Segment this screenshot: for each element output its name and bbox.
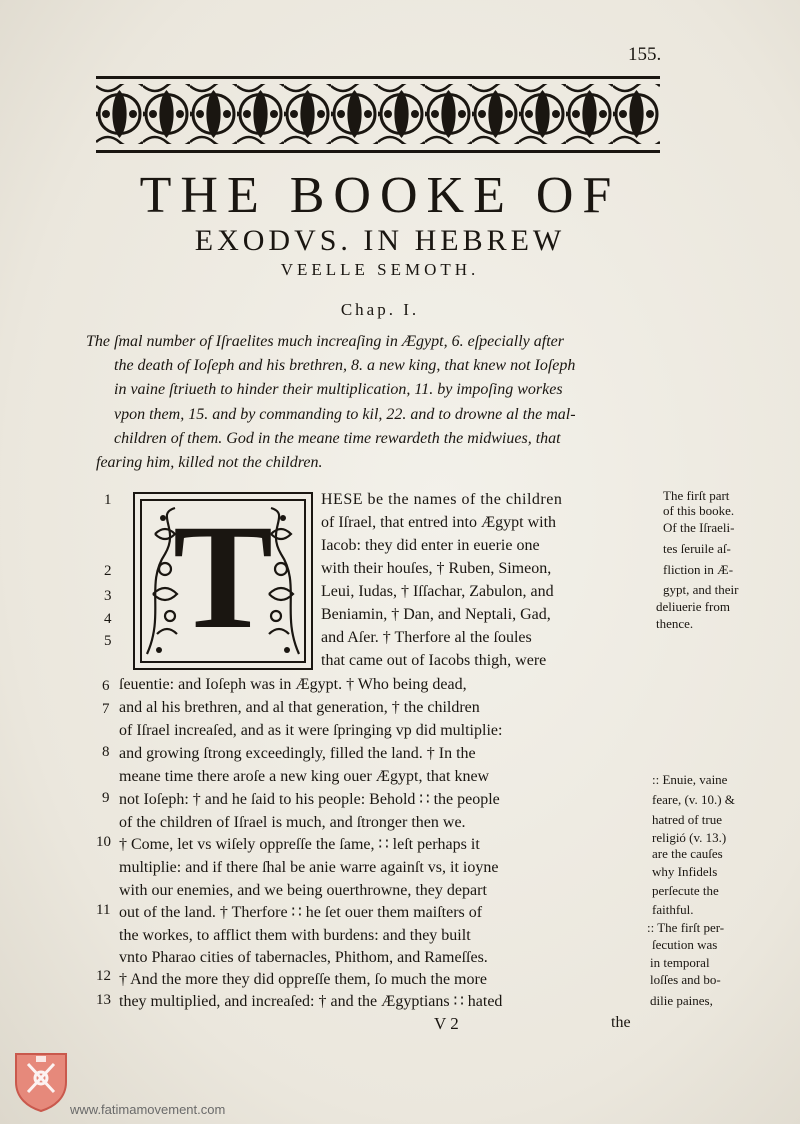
signature-mark: V 2	[434, 1014, 459, 1033]
verse-number: 8	[102, 744, 110, 760]
body-line: Iacob: they did enter in euerie one	[321, 537, 540, 554]
margin-note-line: feare, (v. 10.) &	[652, 792, 735, 807]
body-line: vnto Pharao cities of tabernacles, Phithom, and Rameſſes.	[119, 949, 488, 966]
argument-line: the death of Ioſeph and his brethren, 8. a new king, that knew not Ioſeph	[114, 357, 576, 375]
headpiece-bottom-rule	[96, 150, 660, 153]
body-line: and growing ſtrong exceedingly, filled the land. † In the	[119, 745, 476, 762]
argument-line: vpon them, 15. and by commanding to kil, 22. and to drowne al the mal-	[114, 405, 576, 423]
drop-cap-letter: T	[172, 494, 274, 660]
margin-note-line: deliuerie from	[656, 599, 730, 614]
body-line: out of the land. † Therfore ∷ he ſet ouer them maiſters of	[119, 904, 483, 921]
body-line: multiplie: and if there ſhal be anie warre againſt vs, it ioyne	[119, 859, 499, 876]
margin-note-line: in temporal	[650, 955, 710, 970]
chapter-argument	[86, 330, 658, 475]
verse-number: 6	[102, 678, 110, 694]
body-line: Beniamin, † Dan, and Neptali, Gad,	[321, 606, 551, 623]
verse-number: 10	[96, 834, 111, 850]
body-line: of Iſrael, that entred into Ægypt with	[321, 514, 557, 531]
title-line-3: VEELLE SEMOTH.	[280, 260, 480, 279]
margin-note-line: perſecute the	[652, 883, 719, 898]
margin-note-line: faithful.	[652, 902, 694, 917]
body-line: and al his brethren, and al that generation, † the children	[119, 699, 480, 716]
footer-url[interactable]: www.fatimamovement.com	[70, 1102, 226, 1117]
margin-note-line: ſecution was	[652, 937, 718, 952]
verse-number: 5	[104, 633, 112, 649]
body-line: of the children of Iſrael is much, and ſtronger then we.	[119, 814, 466, 831]
margin-note-line: are the cauſes	[652, 846, 723, 861]
margin-note-line: dilie paines,	[650, 993, 713, 1008]
verse-number: 2	[104, 563, 112, 579]
fatima-shield-logo	[14, 1052, 68, 1112]
body-line: and Aſer. † Therfore al the ſoules	[321, 629, 532, 646]
margin-note-line: of this booke.	[663, 503, 735, 518]
body-line: not Ioſeph: † and he ſaid to his people: Behold ∷ the people	[119, 791, 500, 808]
margin-note-line: hatred of true	[652, 812, 723, 827]
verse-number: 1	[104, 492, 112, 508]
body-line: † And the more they did oppreſſe them, ſo much the more	[119, 971, 487, 988]
margin-note-line: religió (v. 13.)	[652, 830, 727, 845]
verse-number: 9	[102, 790, 110, 806]
body-line: Leui, Iudas, † Iſſachar, Zabulon, and	[321, 583, 554, 600]
verse-number: 12	[96, 968, 111, 984]
body-line: that came out of Iacobs thigh, were	[321, 652, 547, 669]
ornamental-headpiece	[96, 80, 660, 148]
verse-number: 3	[104, 588, 112, 604]
margin-note-line: :: Enuie, vaine	[652, 772, 728, 787]
margin-note-line: The firſt part	[663, 488, 730, 503]
title-line-2: EXODVS. IN HEBREW	[194, 224, 566, 257]
decorated-initial	[133, 492, 313, 670]
catchword: the	[611, 1014, 631, 1031]
verse-number: 4	[104, 611, 112, 627]
margin-note-line: loſſes and bo-	[650, 972, 721, 987]
verse-number: 11	[96, 902, 111, 918]
page-number: 155.	[628, 44, 662, 65]
margin-note-line: tes ſeruile aſ-	[663, 541, 731, 556]
body-line: ſeuentie: and Ioſeph was in Ægypt. † Who being dead,	[119, 676, 467, 693]
margin-note-line: fliction in Æ-	[663, 562, 734, 577]
argument-line: children of them. God in the meane time rewardeth the midwiues, that	[114, 429, 561, 447]
body-line: HESE be the names of the children	[321, 491, 563, 508]
argument-line: in vaine ſtriueth to hinder their multiplication, 11. by impoſing workes	[114, 381, 563, 399]
body-line: the workes, to afflict them with burdens: and they built	[119, 927, 471, 944]
title-line-1: THE BOOKE OF	[139, 167, 621, 224]
margin-note-line: Of the Iſraeli-	[663, 520, 735, 535]
argument-line: fearing him, killed not the children.	[96, 454, 323, 472]
body-line: they multiplied, and increaſed: † and the Ægyptians ∷ hated	[119, 993, 503, 1010]
chapter-heading: Chap. I.	[340, 300, 420, 319]
body-line: meane time there aroſe a new king ouer Ægypt, that knew	[119, 768, 490, 785]
body-line: with our enemies, and we being ouerthrowne, they depart	[119, 882, 487, 899]
top-rule	[96, 76, 660, 79]
argument-line: The ſmal number of Iſraelites much increaſing in Ægypt, 6. eſpecially after	[86, 333, 564, 350]
verse-number: 7	[102, 701, 110, 717]
body-line: † Come, let vs wiſely oppreſſe the ſame, ∷ leſt perhaps it	[119, 836, 480, 853]
body-line: with their houſes, † Ruben, Simeon,	[321, 560, 552, 577]
margin-note-line: thence.	[656, 616, 694, 631]
body-line: of Iſrael increaſed, and as it were ſpringing vp did multiplie:	[119, 722, 503, 739]
verse-number: 13	[96, 992, 111, 1008]
margin-note-line: why Infidels	[652, 864, 718, 879]
margin-note-line: gypt, and their	[663, 582, 739, 597]
margin-note-line: :: The firſt per-	[647, 920, 725, 935]
